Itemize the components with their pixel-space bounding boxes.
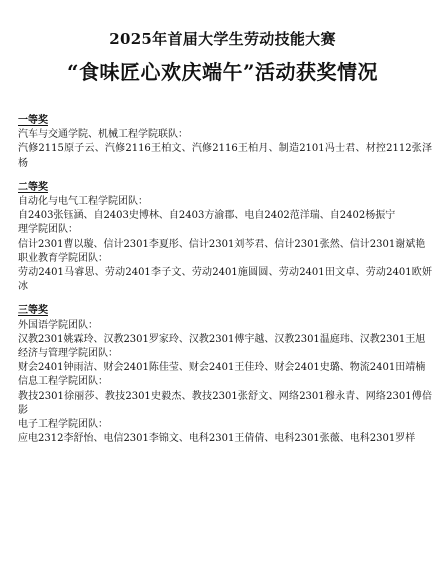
- team-members: 汽修2115原子云、汽修2116王柏文、汽修2116王柏月、制造2101冯士君、材控2112张泽杨: [18, 143, 432, 169]
- team-members: 教技2301徐丽莎、教技2301史毅杰、教技2301张舒文、网络2301穆永青、网络2301傅倍影: [18, 390, 432, 416]
- team-members: 信计2301曹以璇、信计2301李夏彤、信计2301刘芩君、信计2301张然、信计2301谢斌艳: [18, 238, 426, 250]
- team-name: 经济与管理学院团队：: [18, 348, 118, 360]
- team-members: 自2403张钰涵、自2403史博林、自2403方渝郡、电自2402范洋瑞、自2402杨振宁: [18, 210, 396, 222]
- team-members: 财会2401钟雨洁、财会2401陈佳莹、财会2401王佳玲、财会2401史璐、物流2401田靖楠: [18, 362, 426, 374]
- award-section-second: [18, 181, 432, 295]
- team-name: 电子工程学院团队：: [18, 419, 108, 431]
- team-name: 信息工程学院团队：: [18, 376, 108, 388]
- team-name: 外国语学院团队：: [18, 319, 98, 331]
- award-list: [18, 114, 432, 446]
- award-section-third: [18, 304, 432, 446]
- team-members: 劳动2401马睿思、劳动2401李子文、劳动2401施圆圆、劳动2401田文卓、劳动2401欧妍冰: [18, 267, 432, 293]
- document-title-line1: 2025年首届大学生劳动技能大赛: [109, 30, 336, 48]
- document-title-line2: “食味匠心欢庆端午”活动获奖情况: [66, 60, 378, 84]
- team-members: 汉教2301姚霖玲、汉教2301罗家玲、汉教2301傅宇越、汉教2301温庭玮、汉教2301王旭: [18, 333, 426, 345]
- team-name: 自动化与电气工程学院团队：: [18, 196, 148, 208]
- team-name: 理学院团队：: [18, 224, 78, 236]
- award-section-title: 一等奖: [18, 115, 48, 126]
- team-name: 汽车与交通学院、机械工程学院联队：: [18, 129, 188, 141]
- award-section-first: [18, 114, 432, 171]
- award-section-title: 三等奖: [18, 305, 48, 317]
- team-members: 应电2312李舒怡、电信2301李锦文、电科2301王倩倩、电科2301张薇、电科2301罗样: [18, 433, 416, 445]
- award-section-title: 二等奖: [18, 181, 48, 193]
- team-name: 职业教育学院团队：: [18, 252, 108, 264]
